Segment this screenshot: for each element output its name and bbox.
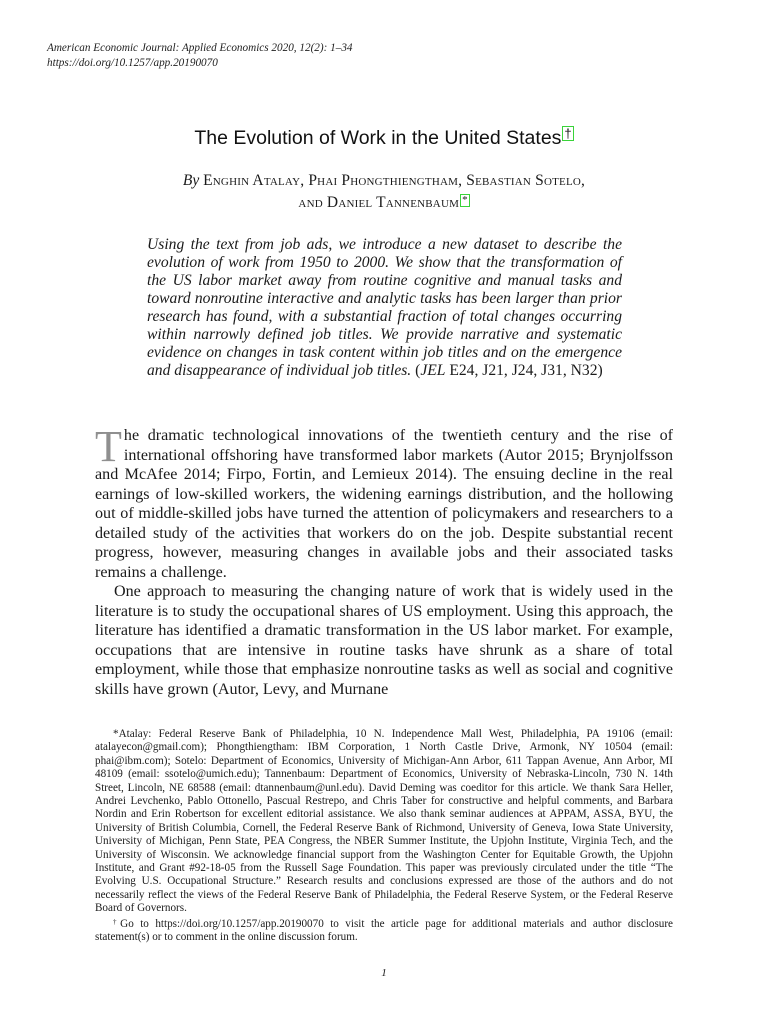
doi-line: https://doi.org/10.1257/app.20190070 [47, 57, 218, 69]
paper-title-text: The Evolution of Work in the United States [194, 127, 562, 149]
footnote-author-affiliations: *Atalay: Federal Reserve Bank of Philadelphia, 10 N. Independence Mall West, Philadelphia, PA 19106 (email: atalayecon@gmail.com); Phongthiengtham: IBM Corporation, 1 North Castle Drive, Armonk, NY 10504 (email: phai@ibm.com); Sotelo: Department of Economics, University of Michigan-Ann Arbor, 611 Tappan Avenue, Ann Arbor, MI 48109 (email: ssotelo@umich.edu); Tannenbaum: Department of Economics, University of Nebraska-Lincoln, 730 N. 14th Street, Lincoln, NE 68588 (email: dtannenbaum@unl.edu). David Deming was coeditor for this article. We thank Sara Heller, Andrei Levchenko, Pablo Ottonello, Pascual Restrepo, and Chris Taber for constructive and helpful comments, and Barbara Nordin and Erin Robertson for excellent editorial assistance. We also thank seminar audiences at APPAM, ASSA, BYU, the University of British Columbia, Cornell, the Federal Reserve Bank of Richmond, University of Geneva, Iowa State University, University of Michigan, Penn State, PEA Congress, the NBER Summer Institute, the Upjohn Institute, Virginia Tech, and the University of Wisconsin. We acknowledge financial support from the Washington Center for Equitable Growth, the Upjohn Institute, and Grant #92-18-05 from the Russell Sage Foundation. This paper was previously circulated under the title “The Evolving U.S. Occupational Structure.” Research results and conclusions expressed are those of the authors and do not necessarily reflect the views of the Federal Reserve Bank of Philadelphia, the Federal Reserve System, or the Federal Reserve Board of Governors. [95, 728, 673, 915]
abstract-text: Using the text from job ads, we introduce a new dataset to describe the evolution of work from 1950 to 2000. We show that the transformation of the US labor market away from routine cognitive and manual tasks and toward nonroutine interactive and analytic tasks has been larger than prior research has found, with a substantial fraction of total changes occurring within narrowly defined job titles. We provide narrative and systematic evidence on changes in task content within job titles and on the emergence and disappearance of individual job titles. [147, 236, 622, 379]
page-number: 1 [381, 967, 387, 979]
body-text [95, 422, 673, 699]
footnote-dagger-mark: † [113, 917, 121, 926]
authors-line-2: and Daniel Tannenbaum [298, 194, 460, 211]
jel-label: JEL [420, 362, 446, 379]
journal-citation: American Economic Journal: Applied Economics 2020, 12(2): 1–34 [47, 42, 353, 54]
author-list [0, 170, 768, 214]
abstract [147, 236, 622, 380]
author-footnote-link[interactable]: * [462, 194, 468, 206]
authors-line-1: Enghin Atalay, Phai Phongthiengtham, Sebastian Sotelo, [203, 172, 586, 189]
footnotes [95, 728, 673, 945]
by-label: By [182, 172, 200, 189]
title-footnote-link[interactable]: † [564, 126, 572, 141]
footnote-article-link: †Go to https://doi.org/10.1257/app.20190070 to visit the article page for additional materials and author disclosure statement(s) or to comment in the online discussion forum. [95, 917, 674, 944]
journal-header [47, 41, 353, 71]
jel-codes: (JEL E24, J21, J24, J31, N32) [415, 362, 603, 379]
body-paragraph: One approach to measuring the changing nature of work that is widely used in the literature is to study the occupational shares of US employment. Using this approach, the literature has identified a dramatic transformation in the US labor market. For example, occupations that are intensive in routine tasks have shrunk as a share of total employment, while those that emphasize nonroutine tasks as well as social and cognitive skills have grown (Autor, Levy, and Murnane [95, 583, 673, 698]
body-paragraph: The dramatic technological innovations of the twentieth century and the rise of international offshoring have transformed labor markets (Autor 2015; Brynjolfsson and McAfee 2014; Firpo, Fortin, and Lemieux 2014). The ensuing decline in the real earnings of low-skilled workers, the widening earnings distribution, and the hollowing out of middle-skilled jobs have turned the attention of policymakers and researchers to a detailed study of the activities that workers do on the job. Despite substantial recent progress, however, measuring changes in available jobs and their associated tasks remains a challenge. [95, 422, 673, 581]
paper-title [0, 126, 768, 150]
footnote-star-mark: * [113, 728, 119, 740]
drop-cap: T [95, 422, 122, 471]
